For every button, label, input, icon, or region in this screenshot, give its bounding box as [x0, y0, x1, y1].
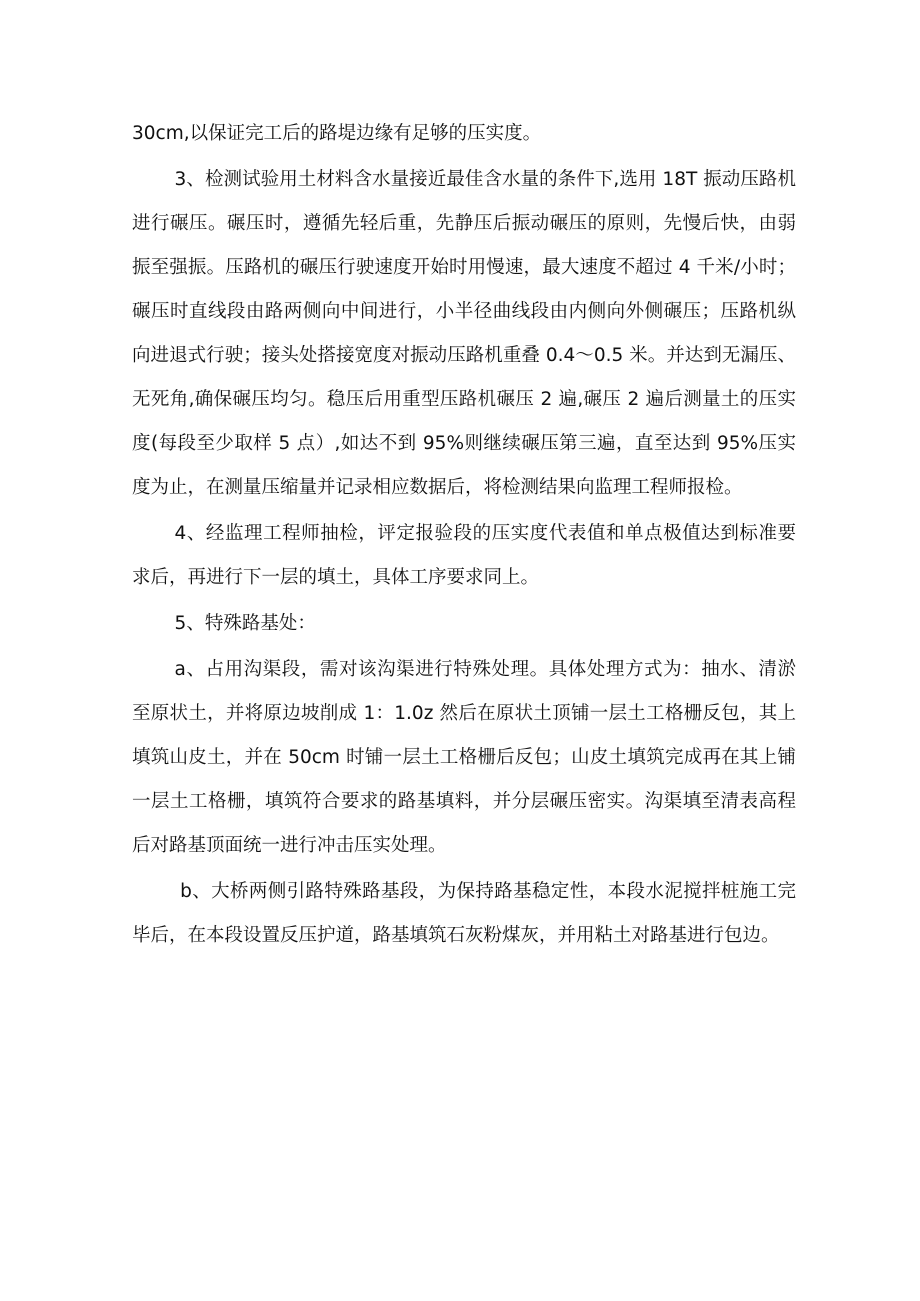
paragraph-item-a-ditch-section: a、占用沟渠段，需对该沟渠进行特殊处理。具体处理方式为：抽水、清淤至原状土，并将原边坡削成 1：1.0z 然后在原状土顶铺一层土工格栅反包，其上填筑山皮土，并在 50cm 时铺一层土工格栅后反包；山皮土填筑完成再在其上铺一层土工格栅，填筑符合要求的路基填料，并分层碾压密实。沟渠填至清表高程后对路基顶面统一进行冲击压实处理。 [132, 659, 796, 856]
paragraph-continuation: 30cm,以保证完工后的路堤边缘有足够的压实度。 [132, 123, 542, 144]
paragraph-item-b-bridge-approach: b、大桥两侧引路特殊路基段，为保持路基稳定性，本段水泥搅拌桩施工完毕后，在本段设置反压护道，路基填筑石灰粉煤灰，并用粘土对路基进行包边。 [132, 881, 796, 946]
paragraph-item-5-special-subgrade: 5、特殊路基处： [174, 613, 316, 634]
document-body [132, 112, 796, 960]
paragraph-item-3-compaction: 3、检测试验用土材料含水量接近最佳含水量的条件下,选用 18T 振动压路机进行碾压。碾压时，遵循先轻后重，先静压后振动碾压的原则，先慢后快，由弱振至强振。压路机的碾压行驶速度开始时用慢速，最大速度不超过 4 千米/小时；碾压时直线段由路两侧向中间进行，小半径曲线段由内侧向外侧碾压；压路机纵向进退式行驶；接头处搭接宽度对振动压路机重叠 0.4～0.5 米。并达到无漏压、无死角,确保碾压均匀。稳压后用重型压路机碾压 2 遍,碾压 2 遍后测量土的压实度(每段至少取样 5 点）,如达不到 95%则继续碾压第三遍，直至达到 95%压实度为止，在测量压缩量并记录相应数据后，将检测结果向监理工程师报检。 [132, 169, 796, 498]
paragraph-item-4-inspection: 4、经监理工程师抽检，评定报验段的压实度代表值和单点极值达到标准要求后，再进行下一层的填土，具体工序要求同上。 [132, 523, 796, 588]
